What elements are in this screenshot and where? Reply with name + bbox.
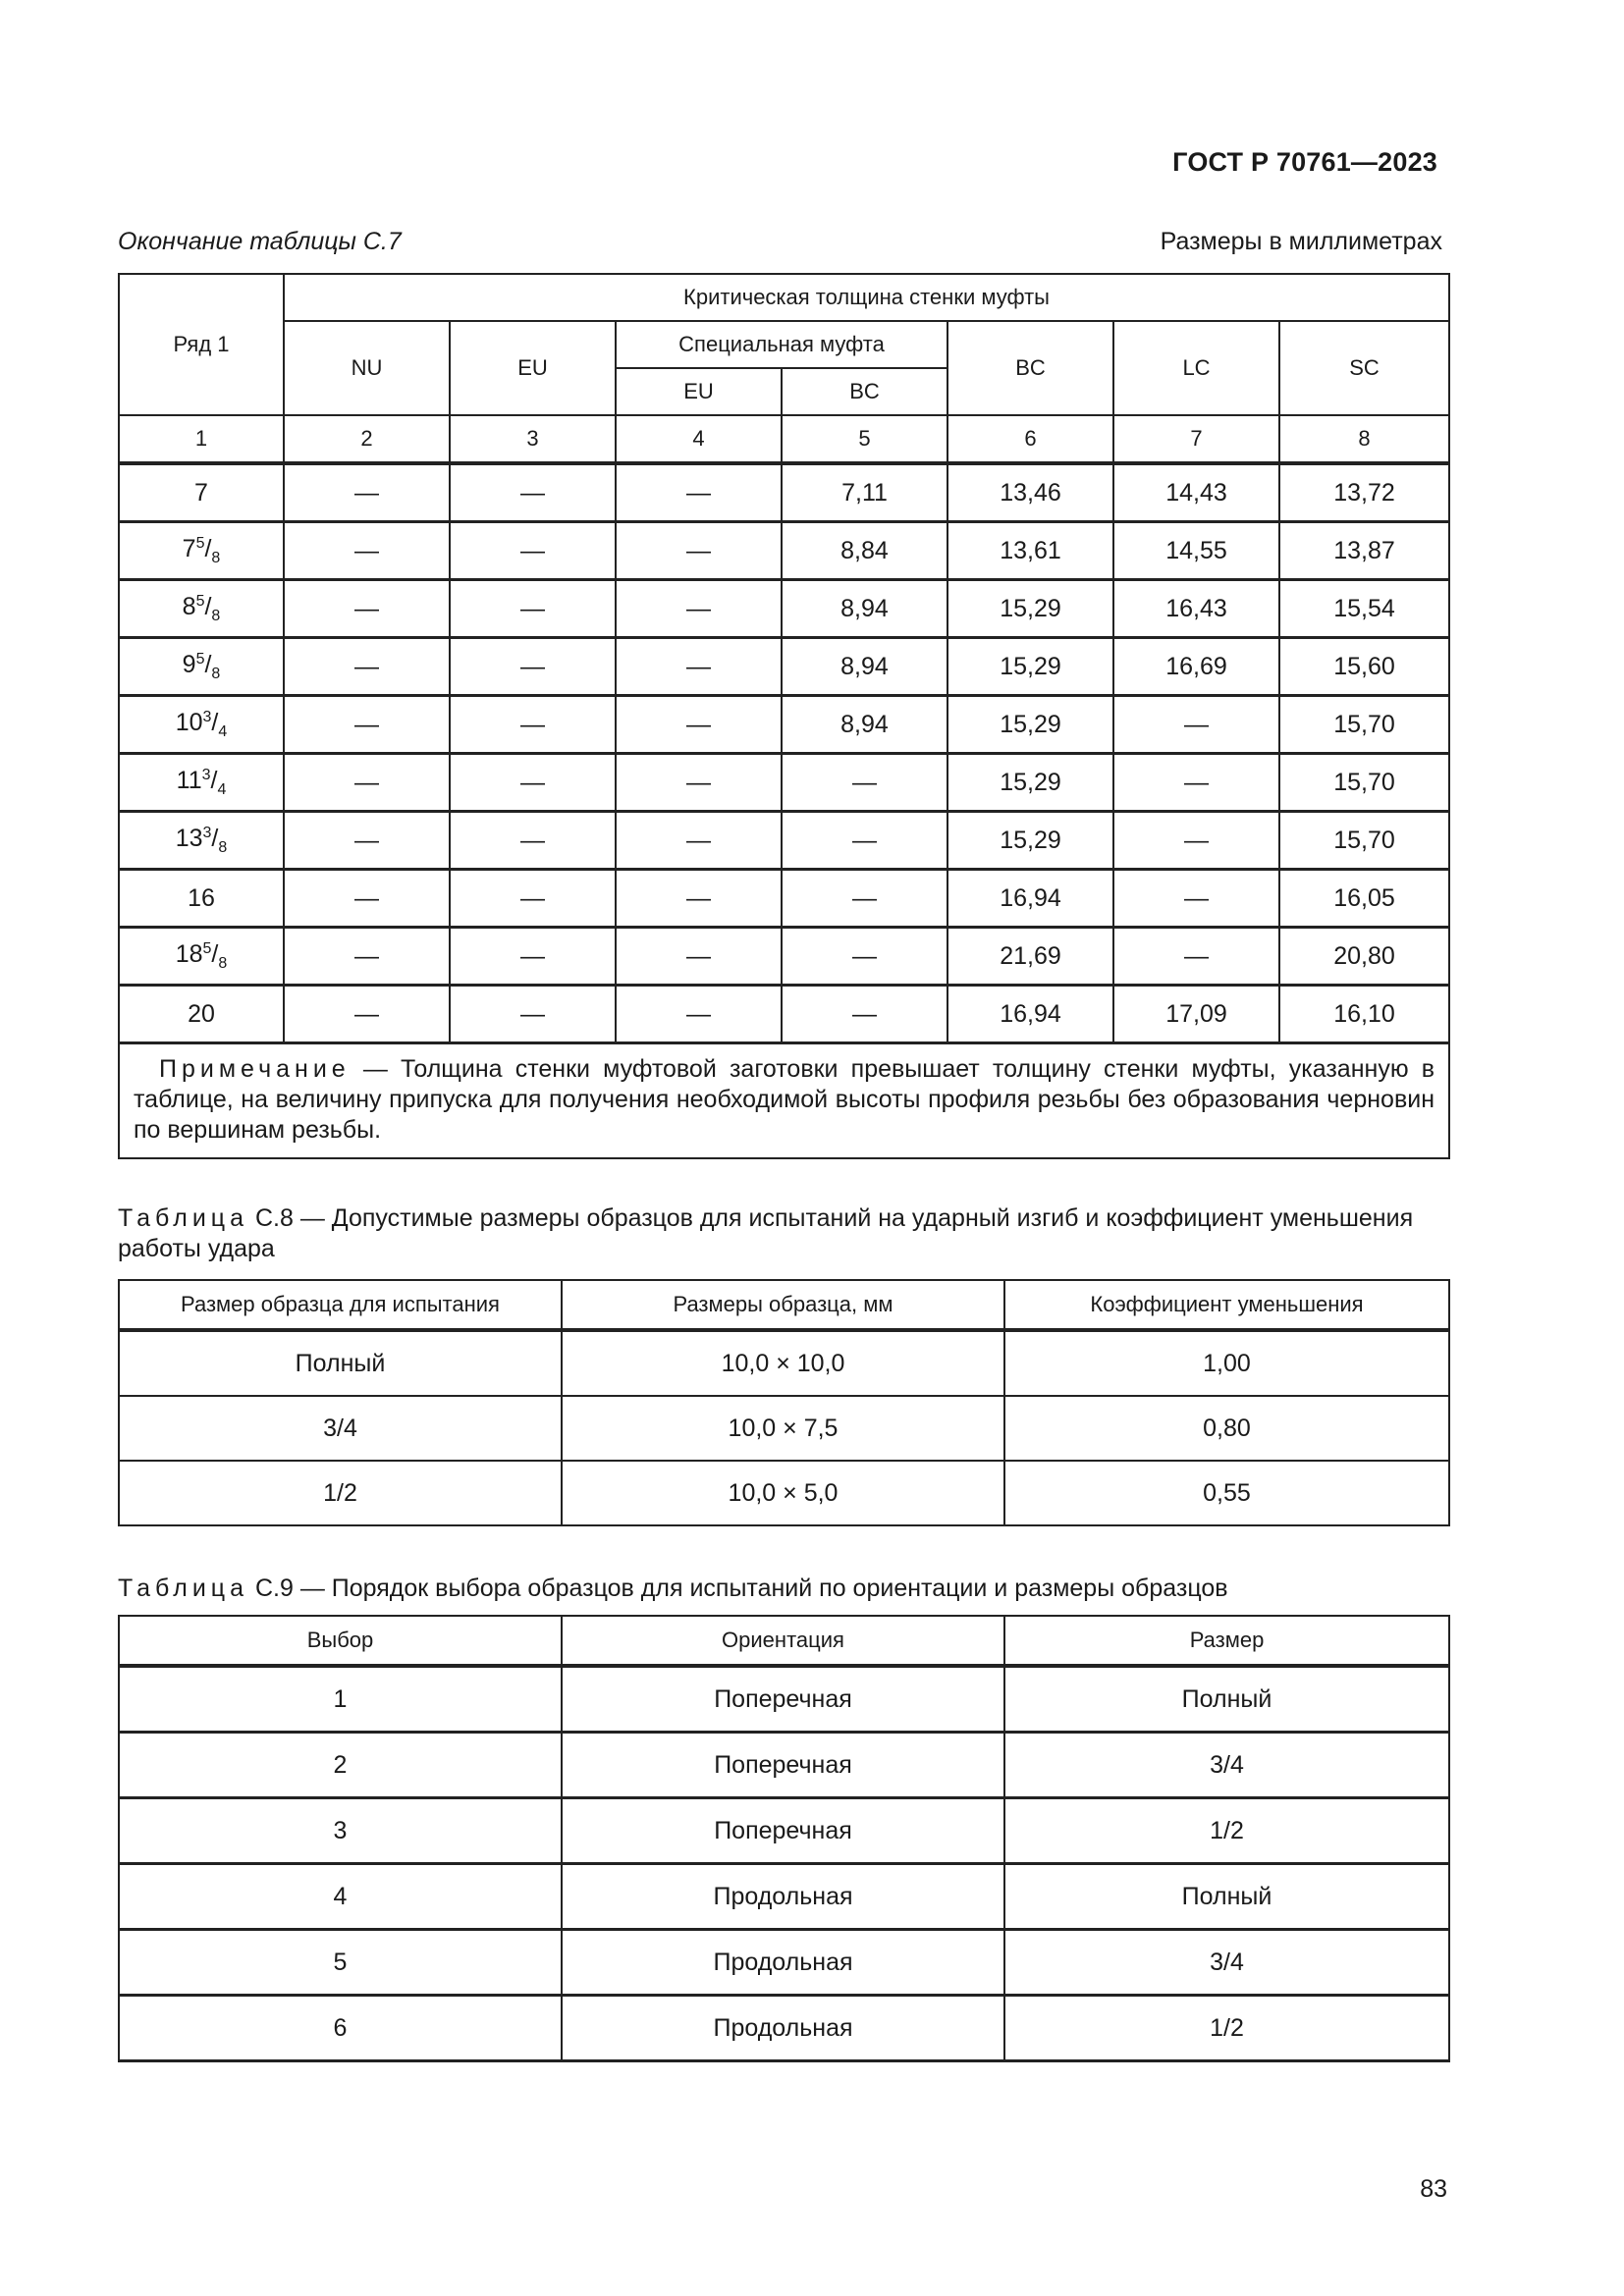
table-row [119,1930,1449,1996]
table-cell: — [782,986,947,1043]
row-label-whole: 11 [176,766,202,794]
table-cell: 14,55 [1113,522,1279,580]
table-row [119,696,1449,754]
row-label [119,463,284,522]
table-cell: 15,29 [947,638,1113,696]
column-number: 6 [947,415,1113,463]
table-cell: Полный [1004,1666,1449,1733]
table-cell: 21,69 [947,928,1113,986]
table-cell: 10,0 × 5,0 [562,1461,1004,1525]
table-cell: 16,94 [947,986,1113,1043]
table-cell: — [284,638,450,696]
table-cell: — [450,928,616,986]
table-cell: — [616,638,782,696]
table-note [119,1043,1449,1159]
table-c8-header [119,1280,1449,1330]
table-cell: 16,05 [1279,870,1449,928]
row-label-whole: 7 [194,478,208,507]
table-cell: 13,72 [1279,463,1449,522]
table-c9-body [119,1666,1449,2061]
column-number: 4 [616,415,782,463]
column-header: Размер [1004,1616,1449,1666]
table-row [119,928,1449,986]
column-header: Размер образца для испытания [119,1280,562,1330]
row-label-denominator: 8 [218,954,228,972]
row-label-numerator: 3 [202,708,212,725]
table-row [119,1864,1449,1930]
table-cell: — [450,638,616,696]
table-cell: — [1113,928,1279,986]
table-cell: — [616,522,782,580]
header-nu: NU [284,321,450,415]
note-text: — Толщина стенки муфтовой заготовки превышает толщину стенки муфты, указанную в таблице, на величину припуска для получения необходимой высоты профиля резьбы без образования черновин по вершинам резьбы. [134,1055,1435,1144]
table-cell: — [284,870,450,928]
header-special-eu: EU [616,368,782,415]
table-c8-caption-label: Таблица [118,1204,249,1232]
table-cell: 16,43 [1113,580,1279,638]
table-row [119,1666,1449,1733]
table-cell: Продольная [562,1864,1004,1930]
table-row [119,1330,1449,1396]
row-label-numerator: 3 [201,766,211,783]
table-cell: — [450,580,616,638]
table-cell: — [782,754,947,812]
table-c9-caption [118,1574,1448,1604]
table-cell: 2 [119,1733,562,1798]
table-row [119,1461,1449,1525]
table-cell: 15,29 [947,754,1113,812]
table-c8-body [119,1330,1449,1525]
table-c9 [118,1615,1450,2062]
table-cell: 14,43 [1113,463,1279,522]
table-cell: Поперечная [562,1666,1004,1733]
fraction-slash: / [210,766,218,794]
table-cell: — [450,754,616,812]
column-number: 3 [450,415,616,463]
table-cell: — [284,463,450,522]
table-cell: — [616,754,782,812]
header-group: Критическая толщина стенки муфты [284,274,1449,321]
column-number: 2 [284,415,450,463]
table-cell: — [450,696,616,754]
column-header: Размеры образца, мм [562,1280,1004,1330]
header-special: Специальная муфта [616,321,947,368]
table-cell: — [450,812,616,870]
table-c7-caption-row [118,228,1448,256]
table-cell: — [284,696,450,754]
table-c8-caption [118,1203,1448,1264]
note-label: Примечание [159,1055,351,1083]
table-row [119,1798,1449,1864]
table-cell: 15,29 [947,812,1113,870]
table-cell: 3/4 [119,1396,562,1461]
table-cell: Продольная [562,1930,1004,1996]
table-row [119,870,1449,928]
table-cell: 13,87 [1279,522,1449,580]
table-cell: 4 [119,1864,562,1930]
table-cell: 15,70 [1279,754,1449,812]
column-number: 5 [782,415,947,463]
row-label [119,696,284,754]
row-label-whole: 16 [188,883,215,912]
row-label-whole: 8 [182,592,196,620]
table-cell: 8,94 [782,580,947,638]
table-cell: 1 [119,1666,562,1733]
row-label-numerator: 5 [195,534,205,552]
table-cell: — [284,580,450,638]
table-cell: 13,61 [947,522,1113,580]
page-number: 83 [1420,2175,1447,2203]
table-cell: Продольная [562,1996,1004,2061]
table-cell: — [1113,812,1279,870]
table-row [119,1396,1449,1461]
table-row [119,463,1449,522]
table-c7-caption: Окончание таблицы С.7 [118,228,402,255]
table-cell: 3 [119,1798,562,1864]
units-note: Размеры в миллиметрах [1160,228,1442,255]
table-cell: — [284,928,450,986]
table-c7-body [119,463,1449,1043]
header-lc: LC [1113,321,1279,415]
row-label [119,870,284,928]
table-row [119,986,1449,1043]
table-row [119,812,1449,870]
table-cell: — [616,580,782,638]
table-cell: — [616,463,782,522]
table-cell: — [450,870,616,928]
table-cell: 5 [119,1930,562,1996]
table-cell: 15,70 [1279,696,1449,754]
table-cell: — [782,812,947,870]
table-cell: 7,11 [782,463,947,522]
table-cell: 15,29 [947,696,1113,754]
table-cell: 8,84 [782,522,947,580]
column-header: Выбор [119,1616,562,1666]
table-c9-caption-text: С.9 — Порядок выбора образцов для испытаний по ориентации и размеры образцов [248,1575,1228,1602]
table-cell: 3/4 [1004,1733,1449,1798]
table-c8 [118,1279,1450,1526]
row-label-denominator: 4 [218,722,228,740]
table-cell: 8,94 [782,638,947,696]
table-cell: 17,09 [1113,986,1279,1043]
table-cell: 8,94 [782,696,947,754]
column-number: 1 [119,415,284,463]
table-cell: 1/2 [1004,1798,1449,1864]
table-cell: 15,29 [947,580,1113,638]
table-c9-caption-label: Таблица [118,1575,249,1602]
row-label [119,812,284,870]
table-c9-header [119,1616,1449,1666]
row-label-whole: 18 [175,939,203,968]
row-label [119,580,284,638]
column-numbers-row [119,415,1449,463]
table-cell: 15,60 [1279,638,1449,696]
row-label-numerator: 5 [195,592,205,610]
table-cell: — [284,754,450,812]
column-header: Коэффициент уменьшения [1004,1280,1449,1330]
fraction-slash: / [204,534,212,562]
table-cell: 16,69 [1113,638,1279,696]
table-c7 [118,273,1450,1159]
table-row [119,522,1449,580]
header-eu: EU [450,321,616,415]
fraction-slash: / [204,650,212,678]
table-cell: 16,10 [1279,986,1449,1043]
table-row [119,1996,1449,2061]
table-cell: Поперечная [562,1798,1004,1864]
table-cell: — [284,522,450,580]
row-label-denominator: 4 [217,780,227,798]
header-sc: SC [1279,321,1449,415]
row-label-whole: 20 [188,999,215,1028]
table-cell: — [616,986,782,1043]
row-label-denominator: 8 [211,607,221,624]
table-cell: 1,00 [1004,1330,1449,1396]
table-cell: 15,54 [1279,580,1449,638]
table-cell: — [782,928,947,986]
table-cell: Поперечная [562,1733,1004,1798]
table-cell: — [616,870,782,928]
table-row [119,754,1449,812]
column-number: 7 [1113,415,1279,463]
row-label-denominator: 8 [218,838,228,856]
fraction-slash: / [211,939,219,968]
document-id: ГОСТ Р 70761—2023 [1172,147,1437,177]
table-row [119,1733,1449,1798]
row-label [119,754,284,812]
table-cell: — [1113,696,1279,754]
header-special-bc: BC [782,368,947,415]
table-row [119,638,1449,696]
table-cell: 0,55 [1004,1461,1449,1525]
fraction-slash: / [204,592,212,620]
row-label-whole: 13 [175,824,203,852]
row-label-numerator: 5 [202,939,212,957]
header-row-label: Ряд 1 [119,274,284,415]
table-cell: 0,80 [1004,1396,1449,1461]
row-label-denominator: 8 [211,549,221,566]
table-cell: — [782,870,947,928]
table-cell: — [284,986,450,1043]
row-label-whole: 7 [182,534,196,562]
table-row [119,580,1449,638]
table-cell: 20,80 [1279,928,1449,986]
table-cell: — [616,696,782,754]
table-cell: — [284,812,450,870]
table-cell: 1/2 [119,1461,562,1525]
header-bc: BC [947,321,1113,415]
column-number: 8 [1279,415,1449,463]
table-cell: — [616,812,782,870]
row-label [119,522,284,580]
table-cell: — [1113,754,1279,812]
table-cell: Полный [119,1330,562,1396]
table-cell: 3/4 [1004,1930,1449,1996]
row-label [119,928,284,986]
table-cell: — [450,463,616,522]
table-cell: 13,46 [947,463,1113,522]
table-cell: 10,0 × 7,5 [562,1396,1004,1461]
table-cell: 6 [119,1996,562,2061]
table-cell: — [1113,870,1279,928]
fraction-slash: / [211,708,219,736]
table-cell: 15,70 [1279,812,1449,870]
table-cell: 16,94 [947,870,1113,928]
table-cell: — [450,522,616,580]
column-header: Ориентация [562,1616,1004,1666]
row-label-numerator: 3 [202,824,212,841]
table-cell: 10,0 × 10,0 [562,1330,1004,1396]
table-cell: Полный [1004,1864,1449,1930]
table-c8-caption-text: С.8 — Допустимые размеры образцов для испытаний на ударный изгиб и коэффициент уменьшения работы удара [118,1204,1414,1262]
table-cell: — [450,986,616,1043]
table-cell: 1/2 [1004,1996,1449,2061]
table-cell: — [616,928,782,986]
row-label-numerator: 5 [195,650,205,667]
row-label-whole: 10 [175,708,203,736]
row-label [119,638,284,696]
row-label-whole: 9 [182,650,196,678]
row-label [119,986,284,1043]
row-label-denominator: 8 [211,665,221,682]
fraction-slash: / [211,824,219,852]
